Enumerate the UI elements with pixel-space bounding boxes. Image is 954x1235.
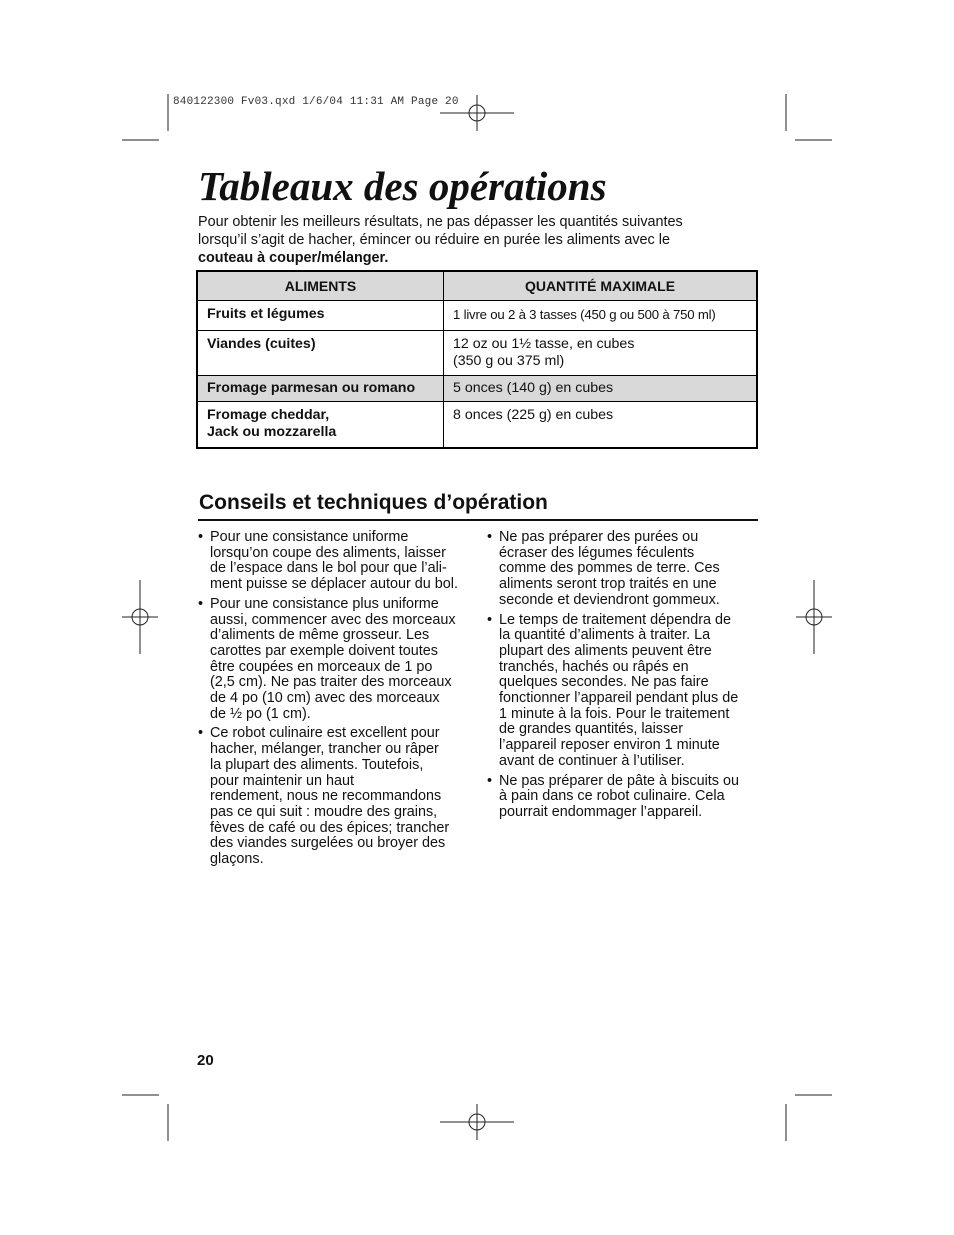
tip-line: de 4 po (10 cm) avec des morceaux [210, 690, 440, 707]
tip-line: quelques secondes. Ne pas faire [499, 674, 709, 691]
registration-mark-bottom [440, 1104, 514, 1140]
intro-line: Pour obtenir les meilleurs résultats, ne pas dépasser les quantités suivantes [198, 214, 683, 230]
tip-line: l’appareil reposer environ 1 minute [499, 737, 720, 754]
tip-line: Pour une consistance plus uniforme [210, 595, 439, 612]
food-cell: Fromage cheddar, Jack ou mozzarella [197, 402, 444, 448]
tip-line: avant de continuer à l’utiliser. [499, 752, 685, 769]
tips-column-right [487, 530, 762, 825]
section-divider [198, 519, 758, 521]
bullet: • [198, 529, 204, 545]
tip-item [487, 774, 762, 821]
tip-line: la quantité d’aliments à traiter. La [499, 627, 711, 644]
tip-item [198, 597, 473, 723]
bullet: • [487, 772, 493, 789]
tip-line: seconde et deviendront gommeux. [499, 591, 720, 608]
tip-line: 1 minute à la fois. Pour le traitement [499, 705, 730, 722]
tip-line: lorsqu’on coupe des aliments, laisser [210, 544, 446, 561]
tips-column-left [198, 530, 473, 872]
quantity-cell: 1 livre ou 2 à 3 tasses (450 g ou 500 à 750 ml) [444, 301, 758, 331]
tip-item [487, 613, 762, 770]
bullet: • [198, 725, 204, 742]
table-header-row [197, 271, 757, 301]
registration-mark-left [122, 580, 158, 654]
table-row [197, 402, 757, 448]
tip-line: (2,5 cm). Ne pas traiter des morceaux [210, 674, 452, 691]
bullet: • [487, 529, 493, 545]
tip-line: fèves de café ou des épices; trancher [210, 819, 450, 836]
tip-line: Pour une consistance uniforme [210, 529, 409, 545]
tip-line: carottes par exemple doivent toutes [210, 642, 438, 659]
intro-paragraph [198, 213, 758, 267]
tip-line: des viandes surgelées ou broyer des [210, 835, 446, 852]
tip-item [487, 530, 762, 609]
bullet: • [487, 611, 493, 628]
tip-line: de grandes quantités, laisser [499, 721, 683, 738]
bullet: • [198, 595, 204, 612]
tip-line: pour maintenir un haut [210, 772, 354, 789]
intro-line: lorsqu’il s’agit de hacher, émincer ou réduire en purée les aliments avec le [198, 232, 670, 248]
registration-mark-top [440, 95, 514, 131]
tip-line: comme des pommes de terre. Ces [499, 560, 720, 577]
tip-line: Ne pas préparer de pâte à biscuits ou [499, 772, 739, 789]
tip-line: pourrait endommager l’appareil. [499, 803, 703, 820]
registration-mark-right [796, 580, 832, 654]
tip-line: aliments seront trop traités en une [499, 576, 717, 593]
tip-line: rendement, nous ne recommandons [210, 788, 442, 805]
tip-line: glaçons. [210, 851, 264, 868]
tip-line: de ½ po (1 cm). [210, 705, 311, 722]
print-slug: 840122300 Fv03.qxd 1/6/04 11:31 AM Page 20 [173, 96, 459, 108]
tip-line: fonctionner l’appareil pendant plus de [499, 690, 739, 707]
food-cell: Viandes (cuites) [197, 331, 444, 376]
tip-line: d’aliments de même grosseur. Les [210, 627, 430, 644]
tip-line: être coupées en morceaux de 1 po [210, 658, 433, 675]
food-cell: Fromage parmesan ou romano [197, 376, 444, 402]
quantity-cell: 8 onces (225 g) en cubes [444, 402, 758, 448]
tip-line: Ne pas préparer des purées ou [499, 529, 699, 545]
food-cell: Fruits et légumes [197, 301, 444, 331]
tip-line: plupart des aliments peuvent être [499, 642, 712, 659]
tip-item [198, 726, 473, 867]
tip-line: à pain dans ce robot culinaire. Cela [499, 788, 725, 805]
tip-item [198, 530, 473, 593]
table-row [197, 301, 757, 331]
tip-line: écraser des légumes féculents [499, 544, 695, 561]
page-title: Tableaux des opérations [198, 163, 607, 209]
table-row [197, 331, 757, 376]
column-header-food: ALIMENTS [197, 271, 444, 301]
tip-line: Ce robot culinaire est excellent pour [210, 725, 440, 742]
tip-line: tranchés, hachés ou râpés en [499, 658, 689, 675]
page-number: 20 [197, 1052, 214, 1069]
tip-line: Le temps de traitement dépendra de [499, 611, 731, 628]
tip-line: ment puisse se déplacer autour du bol. [210, 576, 458, 593]
column-header-quantity: QUANTITÉ MAXIMALE [444, 271, 758, 301]
operations-table [196, 270, 758, 449]
section-title: Conseils et techniques d’opération [199, 491, 548, 514]
tip-line: pas ce qui suit : moudre des grains, [210, 803, 438, 820]
tip-line: aussi, commencer avec des morceaux [210, 611, 456, 628]
intro-line-bold: couteau à couper/mélanger. [198, 250, 389, 266]
quantity-cell: 5 onces (140 g) en cubes [444, 376, 758, 402]
table-row [197, 376, 757, 402]
tip-line: la plupart des aliments. Toutefois, [210, 756, 424, 773]
tip-line: de l’espace dans le bol pour que l’ali- [210, 560, 447, 577]
tip-line: hacher, mélanger, trancher ou râper [210, 741, 439, 758]
quantity-cell: 12 oz ou 1½ tasse, en cubes (350 g ou 375 ml) [444, 331, 758, 376]
